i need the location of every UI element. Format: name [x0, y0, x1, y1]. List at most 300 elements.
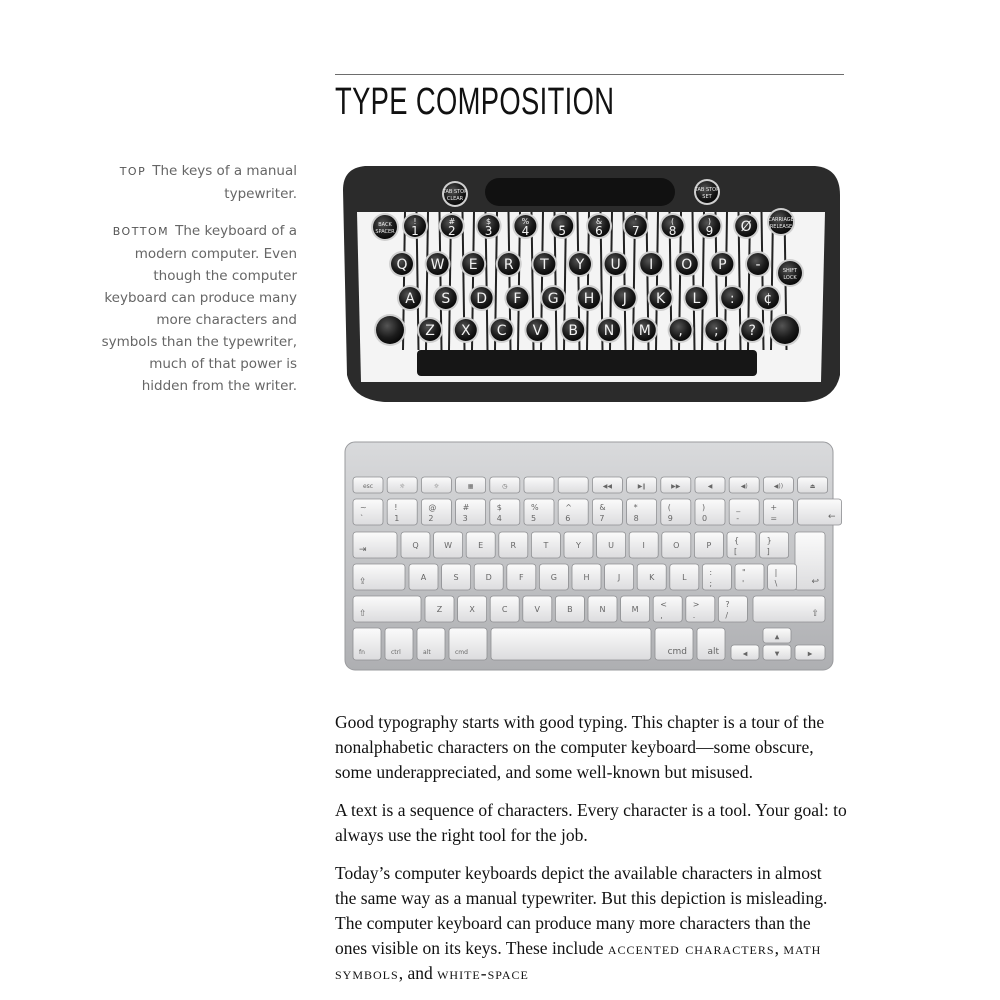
- typewriter-key: [703, 317, 729, 343]
- key-cap: [727, 532, 756, 558]
- key-label-upper: +: [770, 503, 778, 512]
- key-label: U: [610, 257, 621, 273]
- letter-key: [531, 532, 560, 558]
- typewriter-key: [733, 213, 759, 239]
- key-label: Z: [425, 323, 435, 339]
- key-label-lower: 5: [558, 224, 567, 238]
- typewriter-key: [496, 251, 522, 277]
- key-label-upper: TAB STOP: [694, 187, 720, 193]
- key-label-lower: ;: [709, 579, 713, 588]
- key-label: ◀)): [773, 483, 784, 490]
- key-label: ⏏: [809, 483, 816, 490]
- key-label: -: [755, 257, 761, 273]
- key-label: Z: [436, 605, 443, 614]
- letter-key: [401, 532, 430, 558]
- letter-key: [605, 564, 634, 590]
- key-label-lower: 6: [595, 224, 603, 238]
- key-label: S: [453, 573, 459, 582]
- letter-key: [629, 532, 658, 558]
- typewriter-key: [623, 213, 649, 239]
- letter-key: [409, 564, 438, 590]
- key-label: X: [461, 323, 471, 339]
- paragraph-3-text: Today’s computer keyboards depict the available characters in almost the same way as a manual typewriter. But this depiction is misleading. The computer keyboard can produce many more characters than the ones visible on its keys. These include: [335, 863, 828, 958]
- key-label-upper: %: [531, 503, 539, 512]
- letter-key: [686, 596, 715, 622]
- typewriter-key: [512, 213, 538, 239]
- number-row-key: [592, 499, 622, 525]
- key-label: X: [469, 605, 475, 614]
- key-label-lower: 6: [565, 514, 571, 523]
- letter-key: [718, 596, 747, 622]
- shift-lock-key: [776, 259, 804, 287]
- key-label-lower: 4: [521, 224, 530, 238]
- key-cap: [718, 596, 747, 622]
- key-label-lower: 7: [631, 224, 640, 238]
- key-label: A: [420, 573, 427, 582]
- key-label: ?: [748, 323, 756, 339]
- key-label: ▦: [467, 483, 474, 490]
- key-label: K: [656, 291, 666, 307]
- back-spacer-key: [371, 213, 399, 241]
- tab-stop-set-key: [694, 179, 720, 205]
- typewriter-key: [540, 285, 566, 311]
- key-cap: [768, 564, 797, 590]
- letter-key: [735, 564, 764, 590]
- key-label: L: [682, 573, 687, 582]
- key-label: ◷: [502, 483, 508, 490]
- function-key: [798, 477, 828, 493]
- control-key: [385, 628, 413, 660]
- key-label: ;: [714, 323, 719, 339]
- typewriter-key: [612, 285, 638, 311]
- paragraph-3-sep-2: , and: [398, 963, 438, 983]
- key-label: I: [649, 257, 654, 273]
- letter-key: [564, 532, 593, 558]
- key-label: G: [547, 291, 559, 307]
- key-label: E: [478, 541, 484, 550]
- typewriter-key: [469, 285, 495, 311]
- title-rule: [335, 74, 844, 75]
- key-label: E: [468, 257, 478, 273]
- key-label: ⇥: [359, 545, 367, 555]
- right-shift-key: [753, 596, 825, 622]
- key-label-lower: .: [692, 611, 696, 620]
- key-label: Q: [412, 541, 419, 550]
- typewriter-key: [397, 285, 423, 311]
- key-label-lower: SET: [702, 194, 712, 200]
- key-label-lower: RELEASE: [769, 224, 793, 230]
- letter-key: [466, 532, 495, 558]
- typewriter-key: [683, 285, 709, 311]
- typewriter-key: [632, 317, 658, 343]
- function-key: [524, 477, 554, 493]
- key-cap: [795, 532, 825, 590]
- page-title: TYPE COMPOSITION: [335, 81, 615, 123]
- key-cap: [490, 499, 520, 525]
- key-label: ⇪: [359, 577, 367, 587]
- key-label-upper: &: [595, 217, 603, 226]
- key-cap: [524, 477, 554, 493]
- key-label: ☼: [433, 483, 440, 490]
- key-label-lower: =: [770, 514, 778, 523]
- key-label: D: [485, 573, 492, 582]
- fn-key: [353, 628, 381, 660]
- key-label-upper: #: [448, 217, 456, 226]
- typewriter-key: [460, 251, 486, 277]
- key-cap: [686, 596, 715, 622]
- key-label: V: [532, 323, 543, 339]
- letter-key: [621, 596, 650, 622]
- letter-key: [694, 532, 723, 558]
- key-label: ◀: [742, 650, 748, 658]
- letter-key: [670, 564, 699, 590]
- key-cap: [558, 499, 588, 525]
- letter-key: [555, 596, 584, 622]
- key-label: R: [510, 541, 517, 550]
- letter-key: [490, 596, 519, 622]
- typewriter-key: [389, 251, 415, 277]
- typewriter-key: [433, 285, 459, 311]
- function-key: [627, 477, 657, 493]
- body-text: [335, 710, 847, 999]
- key-cap: [661, 499, 691, 525]
- letter-key: [499, 532, 528, 558]
- key-cap: [353, 499, 383, 525]
- key-label-upper: |: [774, 568, 778, 577]
- paragraph-2: A text is a sequence of characters. Every character is a tool. Your goal: to always use the right tool for the job.: [335, 800, 847, 845]
- key-label-upper: _: [560, 217, 565, 226]
- key-label: D: [476, 291, 487, 307]
- key-label: I: [642, 541, 645, 550]
- key-label-lower: 3: [484, 224, 493, 238]
- key-label-lower: 8: [633, 514, 639, 523]
- number-row-key: [695, 499, 725, 525]
- key-cap: [653, 596, 682, 622]
- key-label: O: [681, 257, 693, 273]
- key-label-lower: 2: [428, 514, 434, 523]
- key-cap: [524, 499, 554, 525]
- key-label: F: [513, 291, 522, 307]
- letter-key: [474, 564, 503, 590]
- typewriter-illustration: [335, 160, 844, 405]
- function-key: [490, 477, 520, 493]
- key-label: M: [638, 323, 651, 339]
- key-label-lower: LOCK: [783, 275, 797, 281]
- key-label: F: [518, 573, 524, 582]
- key-label: ☼: [399, 483, 405, 490]
- number-row-key: [490, 499, 520, 525]
- key-cap: [592, 499, 622, 525]
- arrow-right-key: [795, 645, 825, 660]
- typewriter-key: [567, 251, 593, 277]
- typewriter-photo: [335, 160, 844, 405]
- key-label: ctrl: [391, 649, 401, 656]
- key-label-upper: {: [734, 536, 740, 545]
- key-label: ◀): [740, 483, 748, 490]
- option-key: [417, 628, 445, 660]
- typewriter-key: [719, 285, 745, 311]
- tab-key: [353, 532, 397, 558]
- letter-key: [760, 532, 789, 558]
- key-label-upper: ': [634, 217, 637, 226]
- letter-key: [442, 564, 471, 590]
- caps-lock-key: [353, 564, 405, 590]
- key-label: T: [540, 257, 549, 273]
- letter-key: [768, 564, 797, 590]
- function-key: [729, 477, 759, 493]
- number-row-key: [524, 499, 554, 525]
- key-label: J: [617, 573, 621, 582]
- key-label: G: [550, 573, 558, 582]
- key-label-upper: ~: [360, 503, 367, 512]
- letter-key: [588, 596, 617, 622]
- key-label: L: [692, 291, 701, 307]
- letter-key: [523, 596, 552, 622]
- typewriter-key: [696, 213, 722, 239]
- typewriter-key: [453, 317, 479, 343]
- key-label-lower: 8: [668, 224, 677, 238]
- key-cap: [702, 564, 731, 590]
- key-label: C: [501, 605, 508, 614]
- key-cap: [376, 316, 404, 344]
- typewriter-key: [648, 285, 674, 311]
- key-label-upper: <: [660, 600, 667, 609]
- number-row-key: [456, 499, 486, 525]
- key-label: ▲: [774, 633, 780, 641]
- key-label: U: [608, 541, 615, 550]
- key-label: :: [729, 291, 735, 307]
- number-row-key: [763, 499, 793, 525]
- typewriter-key: [739, 317, 765, 343]
- key-label-upper: %: [521, 217, 530, 226]
- key-label: alt: [707, 647, 719, 657]
- key-label: cmd: [667, 647, 687, 657]
- key-label-lower: \: [774, 579, 778, 588]
- key-label: ↩: [811, 577, 819, 587]
- key-label-upper: TAB STOP: [442, 189, 468, 195]
- key-label-lower: 2: [447, 224, 456, 238]
- key-label-upper: $: [486, 217, 492, 226]
- key-label: Y: [575, 257, 585, 273]
- key-label-upper: }: [766, 536, 772, 545]
- key-label: ⇧: [359, 609, 367, 619]
- term-white-space: white-space: [437, 963, 529, 983]
- function-key: [763, 477, 793, 493]
- term-math-symbols: math symbols: [335, 938, 822, 983]
- left-shift-key: [353, 596, 421, 622]
- key-label: ▶: [807, 650, 813, 658]
- key-cap: [491, 628, 651, 660]
- paragraph-1: Good typography starts with good typing. This chapter is a tour of the nonalphabetic characters on the computer keyboard—some obscure, some underappreciated, and some well-known but misused.: [335, 712, 825, 782]
- key-label-lower: ': [742, 579, 745, 588]
- typewriter-key: [660, 213, 686, 239]
- letter-key: [507, 564, 536, 590]
- typewriter-key: [576, 285, 602, 311]
- key-label: ▶ǁ: [637, 483, 646, 490]
- key-cap: [763, 499, 793, 525]
- key-label: P: [718, 257, 727, 273]
- command-key: [449, 628, 487, 660]
- key-label-lower: ]: [766, 547, 770, 556]
- key-label-upper: >: [692, 600, 700, 609]
- key-cap: [695, 499, 725, 525]
- key-label-lower: 7: [599, 514, 605, 523]
- key-label: ◀◀: [602, 483, 613, 490]
- key-cap: [627, 499, 657, 525]
- key-label: ←: [828, 512, 836, 522]
- return-key: [795, 532, 825, 590]
- key-label-upper: SHIFT: [782, 268, 798, 274]
- typewriter-key: [755, 285, 781, 311]
- function-key: [387, 477, 417, 493]
- key-label-upper: @: [428, 503, 437, 512]
- space-bar: [491, 628, 651, 660]
- typewriter-key: [603, 251, 629, 277]
- function-key: [353, 477, 383, 493]
- key-label-upper: (: [667, 503, 671, 512]
- key-label: T: [543, 541, 549, 550]
- caption-top-text: The keys of a manual typewriter.: [152, 163, 297, 202]
- key-label: P: [706, 541, 712, 550]
- caption-top: [100, 160, 297, 205]
- typewriter-key: [531, 251, 557, 277]
- letter-key: [539, 564, 568, 590]
- arrow-down-key: [763, 645, 791, 660]
- left-shift-key: [374, 314, 406, 346]
- typewriter-key: [668, 317, 694, 343]
- key-label: R: [503, 257, 514, 273]
- carriage-release-key: [767, 208, 795, 236]
- right-shift-key: [769, 314, 801, 346]
- key-cap: [729, 499, 759, 525]
- key-label-lower: `: [360, 514, 364, 523]
- function-key: [661, 477, 691, 493]
- figure-captions: [100, 160, 297, 412]
- right-option-key: [697, 628, 725, 660]
- key-label-lower: 1: [411, 224, 419, 238]
- function-key: [456, 477, 486, 493]
- letter-key: [458, 596, 487, 622]
- number-row-key: [421, 499, 451, 525]
- letter-key: [702, 564, 731, 590]
- key-label: ▶▶: [671, 483, 681, 490]
- key-label-lower: 5: [531, 514, 537, 523]
- key-label-upper: ): [707, 217, 711, 226]
- key-label-upper: #: [462, 503, 470, 512]
- key-label-lower: 4: [496, 514, 502, 523]
- key-cap: [417, 628, 445, 660]
- key-label: J: [622, 291, 627, 307]
- typewriter-key: [504, 285, 530, 311]
- typewriter-key: [489, 317, 515, 343]
- number-row-key: [729, 499, 759, 525]
- key-label: A: [405, 291, 415, 307]
- keyboard-keys: [353, 477, 842, 660]
- key-label-upper: ): [702, 503, 706, 512]
- typewriter-key: [439, 213, 465, 239]
- key-label-lower: /: [725, 611, 729, 620]
- caption-bottom-label: BOTTOM: [112, 225, 170, 238]
- key-label: ◀: [707, 483, 713, 490]
- letter-key: [727, 532, 756, 558]
- typewriter-key: [417, 317, 443, 343]
- letter-key: [637, 564, 666, 590]
- key-label: C: [496, 323, 507, 339]
- key-label-lower: ,: [660, 611, 663, 620]
- function-key: [592, 477, 622, 493]
- key-label-upper: BACK: [378, 222, 392, 228]
- key-label: esc: [362, 483, 374, 490]
- typewriter-key: [709, 251, 735, 277]
- paragraph-3: [335, 861, 847, 986]
- key-label-upper: *: [633, 503, 638, 512]
- key-label-lower: SPACER: [375, 229, 395, 235]
- key-label: ¢: [763, 291, 773, 307]
- key-label: W: [430, 257, 445, 273]
- key-label-lower: 1: [394, 514, 400, 523]
- key-cap: [456, 499, 486, 525]
- function-key: [421, 477, 451, 493]
- key-label-upper: $: [496, 503, 502, 512]
- key-label-lower: 3: [462, 514, 468, 523]
- function-key: [558, 477, 588, 493]
- key-label-lower: 0: [702, 514, 708, 523]
- typewriter-key: [560, 317, 586, 343]
- key-label-upper: !: [394, 503, 398, 512]
- key-label-upper: :: [709, 568, 713, 577]
- key-label: O: [673, 541, 680, 550]
- keyboard-illustration: [335, 440, 844, 672]
- letter-key: [572, 564, 601, 590]
- typewriter-key: [745, 251, 771, 277]
- typewriter-key: [549, 213, 575, 239]
- key-label: H: [583, 291, 595, 307]
- key-label-upper: _: [736, 503, 741, 512]
- right-command-key: [655, 628, 693, 660]
- key-label: V: [534, 605, 541, 614]
- tab-stop-clear-key: [442, 181, 468, 207]
- key-label: ▼: [774, 650, 780, 658]
- key-label: alt: [423, 649, 431, 656]
- function-key: [695, 477, 725, 493]
- key-label: N: [599, 605, 606, 614]
- key-label: W: [444, 541, 453, 550]
- key-cap: [735, 564, 764, 590]
- letter-key: [597, 532, 626, 558]
- caption-bottom-text: The keyboard of a modern computer. Even though the computer keyboard can produce many more characters and symbols than the typewriter, much of that power is hidden from the writer.: [101, 223, 297, 394]
- key-label: H: [583, 573, 590, 582]
- letter-key: [662, 532, 691, 558]
- key-cap: [771, 316, 799, 344]
- typewriter-key: [402, 213, 428, 239]
- key-label-upper: !: [413, 217, 417, 226]
- number-row-key: [558, 499, 588, 525]
- key-cap: [353, 628, 381, 660]
- key-label: Q: [396, 257, 408, 273]
- key-label: Ø: [740, 219, 752, 235]
- key-label-lower: 9: [667, 514, 673, 523]
- number-row-key: [353, 499, 383, 525]
- typewriter-key: [586, 213, 612, 239]
- key-label-upper: &: [599, 503, 606, 512]
- caption-top-label: TOP: [119, 165, 147, 178]
- key-label-lower: [: [734, 547, 738, 556]
- key-label: N: [603, 323, 615, 339]
- key-label-lower: CLEAR: [446, 196, 464, 202]
- number-row-key: [661, 499, 691, 525]
- typewriter-key: [425, 251, 451, 277]
- key-label-lower: -: [736, 514, 740, 523]
